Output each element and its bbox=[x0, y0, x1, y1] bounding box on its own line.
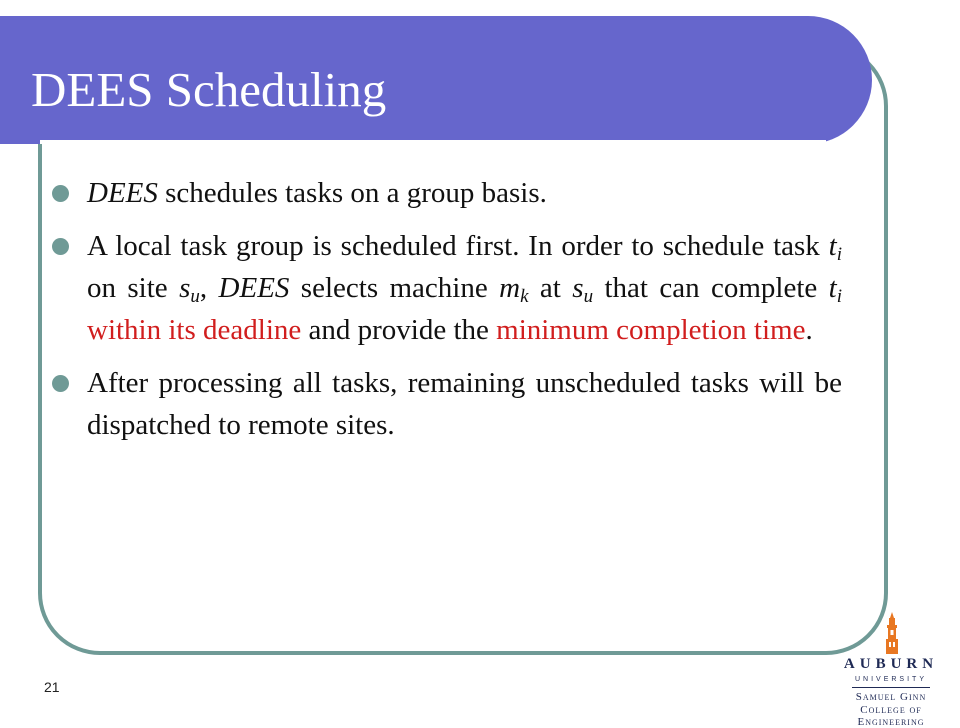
variable-m: m bbox=[499, 272, 521, 304]
bullet-item-3 bbox=[52, 362, 842, 446]
college-name-line2: College of Engineering bbox=[857, 704, 925, 728]
highlight-deadline: within its deadline bbox=[87, 314, 302, 346]
bullet-text: and provide the bbox=[301, 314, 497, 346]
tower-icon bbox=[883, 612, 901, 654]
highlight-min-completion: minimum completion time bbox=[496, 314, 806, 346]
auburn-wordmark: AUBURN bbox=[843, 656, 939, 672]
subscript-u: u bbox=[583, 286, 594, 307]
bullet-text: selects machine bbox=[289, 272, 500, 304]
variable-s: s bbox=[572, 272, 584, 304]
bullet-text: at bbox=[528, 272, 573, 304]
slide-title: DEES Scheduling bbox=[31, 62, 387, 117]
auburn-logo bbox=[826, 612, 956, 728]
logo-divider bbox=[852, 687, 930, 688]
dees-term: DEES bbox=[87, 177, 158, 209]
bullet-item-2 bbox=[52, 225, 842, 351]
title-underline bbox=[40, 140, 826, 144]
bullet-item-1 bbox=[52, 172, 842, 214]
college-name-line1: Samuel Ginn bbox=[855, 691, 927, 703]
slide-number: 21 bbox=[44, 679, 60, 695]
dees-term: DEES bbox=[218, 272, 290, 304]
bullet-dot-icon bbox=[52, 375, 69, 392]
bullet-text: . bbox=[805, 314, 813, 346]
bullet-list bbox=[52, 172, 842, 457]
bullet-text: A local task group is scheduled first. In order to schedule task bbox=[87, 230, 829, 262]
title-bar bbox=[0, 16, 872, 144]
subscript-i: i bbox=[836, 244, 842, 265]
bullet-text: After processing all tasks, remaining unscheduled tasks will be dispatched to remote sites. bbox=[87, 367, 842, 441]
variable-s: s bbox=[179, 272, 191, 304]
university-label: UNIVERSITY bbox=[854, 676, 927, 683]
subscript-i: i bbox=[836, 286, 843, 307]
bullet-text: schedules tasks on a group basis. bbox=[157, 177, 547, 209]
variable-t: t bbox=[828, 272, 837, 304]
subscript-u: u bbox=[190, 286, 200, 307]
bullet-text: on site bbox=[87, 272, 180, 304]
variable-t: t bbox=[828, 230, 837, 262]
subscript-k: k bbox=[520, 286, 529, 307]
bullet-dot-icon bbox=[52, 185, 69, 202]
bullet-dot-icon bbox=[52, 238, 69, 255]
bullet-text: , bbox=[199, 272, 219, 304]
bullet-text: that can complete bbox=[593, 272, 829, 304]
